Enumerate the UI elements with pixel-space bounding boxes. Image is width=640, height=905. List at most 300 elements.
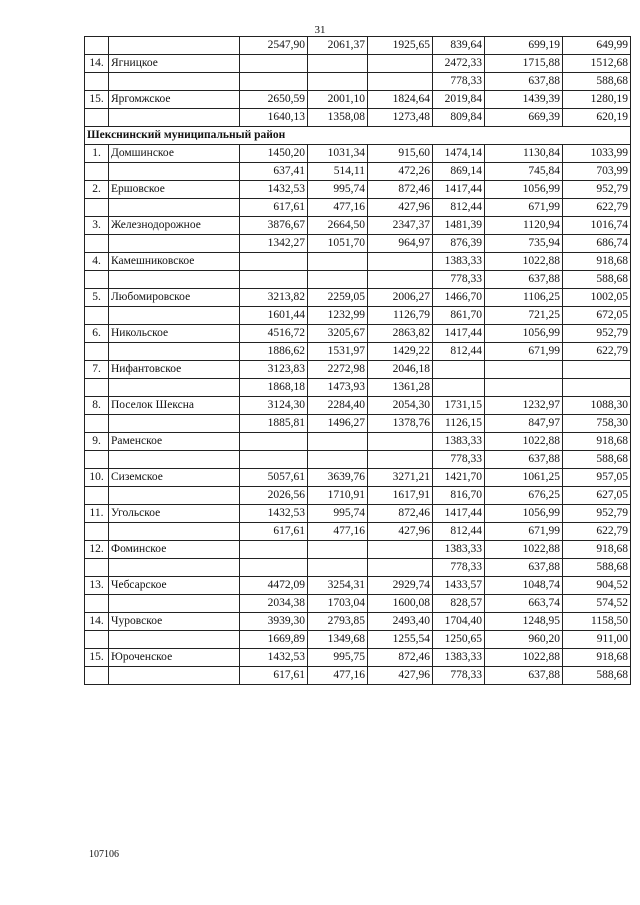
row-number [85,235,109,253]
row-number: 12. [85,541,109,559]
settlement-name [109,451,240,469]
settlement-name [109,559,240,577]
settlement-name [109,271,240,289]
value-cell: 703,99 [563,163,631,181]
value-cell: 1703,04 [308,595,368,613]
value-cell: 1417,44 [433,181,485,199]
value-cell: 904,52 [563,577,631,595]
value-cell: 2006,27 [368,289,433,307]
value-cell: 1361,28 [368,379,433,397]
value-cell: 2046,18 [368,361,433,379]
value-cell [240,433,308,451]
value-cell: 3876,67 [240,217,308,235]
value-cell: 622,79 [563,343,631,361]
value-cell: 918,68 [563,253,631,271]
value-cell: 2026,56 [240,487,308,505]
value-cell: 952,79 [563,325,631,343]
table-body [85,37,631,685]
value-cell: 872,46 [368,505,433,523]
value-cell: 1886,62 [240,343,308,361]
value-cell: 1466,70 [433,289,485,307]
value-cell: 839,64 [433,37,485,55]
row-number [85,73,109,91]
table-row [85,145,631,163]
value-cell: 2793,85 [308,613,368,631]
value-cell [308,73,368,91]
value-cell: 1450,20 [240,145,308,163]
settlement-name: Нифантовское [109,361,240,379]
value-cell: 918,68 [563,649,631,667]
table-row [85,415,631,433]
value-cell: 1061,25 [485,469,563,487]
value-cell: 2284,40 [308,397,368,415]
value-cell: 1056,99 [485,505,563,523]
value-cell: 957,05 [563,469,631,487]
value-cell: 588,68 [563,73,631,91]
row-number [85,667,109,685]
value-cell [368,451,433,469]
settlement-name [109,415,240,433]
value-cell: 2929,74 [368,577,433,595]
table-row [85,109,631,127]
settlement-name: Ершовское [109,181,240,199]
settlement-name: Железнодорожное [109,217,240,235]
value-cell: 1421,70 [433,469,485,487]
value-cell: 2259,05 [308,289,368,307]
value-cell [240,271,308,289]
value-cell: 622,79 [563,523,631,541]
settlement-name: Никольское [109,325,240,343]
value-cell: 427,96 [368,667,433,685]
value-cell [433,361,485,379]
value-cell [240,451,308,469]
value-cell: 671,99 [485,199,563,217]
value-cell [240,73,308,91]
table-row [85,73,631,91]
value-cell: 617,61 [240,667,308,685]
value-cell: 663,74 [485,595,563,613]
row-number [85,523,109,541]
value-cell: 427,96 [368,523,433,541]
settlement-name [109,667,240,685]
value-cell: 876,39 [433,235,485,253]
row-number: 6. [85,325,109,343]
value-cell: 995,74 [308,505,368,523]
value-cell: 3213,82 [240,289,308,307]
settlement-name [109,343,240,361]
value-cell: 2272,98 [308,361,368,379]
settlement-name [109,199,240,217]
value-cell: 1022,88 [485,433,563,451]
value-cell: 1232,97 [485,397,563,415]
section-title: Шекснинский муниципальный район [85,127,631,145]
settlement-name [109,109,240,127]
value-cell [563,379,631,397]
value-cell: 809,84 [433,109,485,127]
value-cell [368,73,433,91]
value-cell: 588,68 [563,667,631,685]
value-cell: 1255,54 [368,631,433,649]
value-cell: 778,33 [433,559,485,577]
value-cell [368,559,433,577]
value-cell: 1617,91 [368,487,433,505]
value-cell: 1601,44 [240,307,308,325]
value-cell: 1432,53 [240,181,308,199]
value-cell: 627,05 [563,487,631,505]
table-row [85,199,631,217]
value-cell: 872,46 [368,649,433,667]
row-number [85,163,109,181]
value-cell [563,361,631,379]
value-cell: 617,61 [240,523,308,541]
value-cell: 872,46 [368,181,433,199]
row-number [85,343,109,361]
row-number [85,37,109,55]
row-number: 14. [85,613,109,631]
value-cell: 1022,88 [485,541,563,559]
value-cell: 671,99 [485,523,563,541]
value-cell: 1640,13 [240,109,308,127]
value-cell: 1022,88 [485,649,563,667]
settlement-name [109,487,240,505]
value-cell [368,253,433,271]
value-cell: 2863,82 [368,325,433,343]
value-cell: 816,70 [433,487,485,505]
value-cell: 5057,61 [240,469,308,487]
settlement-name [109,631,240,649]
value-cell: 637,88 [485,559,563,577]
settlement-name [109,379,240,397]
value-cell: 2061,37 [308,37,368,55]
settlement-name [109,37,240,55]
value-cell: 812,44 [433,199,485,217]
settlement-name: Яргомжское [109,91,240,109]
value-cell: 995,75 [308,649,368,667]
value-cell: 1088,30 [563,397,631,415]
value-cell: 1358,08 [308,109,368,127]
value-cell: 1158,50 [563,613,631,631]
value-cell: 588,68 [563,559,631,577]
value-cell: 1715,88 [485,55,563,73]
settlement-name [109,523,240,541]
value-cell [485,361,563,379]
settlement-name: Юроченское [109,649,240,667]
row-number: 3. [85,217,109,235]
value-cell: 2054,30 [368,397,433,415]
table-row [85,523,631,541]
row-number [85,271,109,289]
value-cell: 1710,91 [308,487,368,505]
row-number: 15. [85,91,109,109]
value-cell [308,55,368,73]
value-cell: 472,26 [368,163,433,181]
value-cell: 1383,33 [433,433,485,451]
row-number [85,415,109,433]
table-row [85,397,631,415]
page-number: 31 [314,24,326,36]
value-cell [433,379,485,397]
value-cell: 1383,33 [433,541,485,559]
value-cell: 622,79 [563,199,631,217]
row-number [85,307,109,325]
value-cell: 637,88 [485,271,563,289]
value-cell [308,253,368,271]
tariff-table [84,36,631,685]
settlement-name: Раменское [109,433,240,451]
value-cell: 637,41 [240,163,308,181]
value-cell: 1731,15 [433,397,485,415]
value-cell [240,253,308,271]
value-cell: 1474,14 [433,145,485,163]
table-row [85,253,631,271]
value-cell [308,433,368,451]
row-number [85,487,109,505]
value-cell: 427,96 [368,199,433,217]
table-row [85,541,631,559]
value-cell: 3254,31 [308,577,368,595]
value-cell: 2019,84 [433,91,485,109]
value-cell: 671,99 [485,343,563,361]
value-cell: 1056,99 [485,325,563,343]
value-cell: 1473,93 [308,379,368,397]
table-row [85,307,631,325]
settlement-name: Угольское [109,505,240,523]
row-number: 14. [85,55,109,73]
value-cell: 2472,33 [433,55,485,73]
table-row [85,433,631,451]
value-cell: 676,25 [485,487,563,505]
value-cell: 778,33 [433,271,485,289]
value-cell: 1669,89 [240,631,308,649]
table-row [85,487,631,505]
value-cell: 1824,64 [368,91,433,109]
value-cell: 778,33 [433,451,485,469]
row-number [85,379,109,397]
value-cell: 1033,99 [563,145,631,163]
settlement-name [109,595,240,613]
value-cell: 1383,33 [433,253,485,271]
row-number: 9. [85,433,109,451]
value-cell: 1342,27 [240,235,308,253]
row-number [85,631,109,649]
value-cell: 1232,99 [308,307,368,325]
table-row [85,361,631,379]
value-cell: 2664,50 [308,217,368,235]
value-cell: 1016,74 [563,217,631,235]
value-cell: 1349,68 [308,631,368,649]
value-cell: 960,20 [485,631,563,649]
table-row [85,343,631,361]
value-cell: 964,97 [368,235,433,253]
value-cell: 1130,84 [485,145,563,163]
row-number: 4. [85,253,109,271]
value-cell: 672,05 [563,307,631,325]
value-cell: 477,16 [308,523,368,541]
table-row [85,469,631,487]
value-cell: 758,30 [563,415,631,433]
value-cell: 2650,59 [240,91,308,109]
value-cell: 861,70 [433,307,485,325]
value-cell: 869,14 [433,163,485,181]
value-cell: 1126,15 [433,415,485,433]
settlement-name: Камешниковское [109,253,240,271]
value-cell: 2493,40 [368,613,433,631]
value-cell: 1885,81 [240,415,308,433]
value-cell: 1704,40 [433,613,485,631]
value-cell [240,541,308,559]
table-row [85,289,631,307]
value-cell: 735,94 [485,235,563,253]
value-cell [485,379,563,397]
value-cell: 1383,33 [433,649,485,667]
value-cell: 2547,90 [240,37,308,55]
value-cell: 812,44 [433,523,485,541]
table-row [85,451,631,469]
value-cell: 1378,76 [368,415,433,433]
table-row [85,271,631,289]
value-cell: 1512,68 [563,55,631,73]
value-cell: 745,84 [485,163,563,181]
value-cell: 514,11 [308,163,368,181]
settlement-name: Поселок Шексна [109,397,240,415]
table-row [85,55,631,73]
value-cell [308,271,368,289]
value-cell: 952,79 [563,181,631,199]
value-cell: 669,39 [485,109,563,127]
row-number [85,451,109,469]
value-cell: 1248,95 [485,613,563,631]
value-cell [308,559,368,577]
value-cell: 915,60 [368,145,433,163]
row-number: 1. [85,145,109,163]
row-number: 7. [85,361,109,379]
value-cell: 1048,74 [485,577,563,595]
value-cell: 1925,65 [368,37,433,55]
table-row [85,91,631,109]
row-number: 2. [85,181,109,199]
table-row [85,577,631,595]
value-cell: 4516,72 [240,325,308,343]
table-row [85,163,631,181]
value-cell: 778,33 [433,73,485,91]
value-cell: 1120,94 [485,217,563,235]
table-row [85,559,631,577]
table-row [85,181,631,199]
section-row [85,127,631,145]
value-cell: 1002,05 [563,289,631,307]
value-cell: 3205,67 [308,325,368,343]
value-cell: 637,88 [485,451,563,469]
table-row [85,649,631,667]
value-cell: 4472,09 [240,577,308,595]
value-cell [308,451,368,469]
footer-code: 107106 [89,849,119,860]
table-row [85,631,631,649]
value-cell [368,541,433,559]
value-cell: 3123,83 [240,361,308,379]
value-cell: 1056,99 [485,181,563,199]
value-cell: 477,16 [308,667,368,685]
value-cell: 952,79 [563,505,631,523]
table-row [85,325,631,343]
settlement-name: Ягницкое [109,55,240,73]
settlement-name [109,307,240,325]
value-cell [368,433,433,451]
settlement-name [109,73,240,91]
value-cell: 637,88 [485,667,563,685]
value-cell: 2034,38 [240,595,308,613]
value-cell [308,541,368,559]
table-row [85,217,631,235]
table-row [85,667,631,685]
value-cell: 995,74 [308,181,368,199]
value-cell: 3639,76 [308,469,368,487]
row-number [85,199,109,217]
value-cell: 1051,70 [308,235,368,253]
value-cell: 588,68 [563,451,631,469]
value-cell: 1273,48 [368,109,433,127]
value-cell: 3271,21 [368,469,433,487]
settlement-name [109,235,240,253]
value-cell: 778,33 [433,667,485,685]
value-cell: 1106,25 [485,289,563,307]
value-cell: 2347,37 [368,217,433,235]
table-row [85,505,631,523]
row-number: 5. [85,289,109,307]
value-cell: 1496,27 [308,415,368,433]
value-cell: 699,19 [485,37,563,55]
value-cell: 1417,44 [433,505,485,523]
row-number: 15. [85,649,109,667]
row-number: 8. [85,397,109,415]
value-cell [368,55,433,73]
table-row [85,37,631,55]
value-cell: 812,44 [433,343,485,361]
value-cell: 847,97 [485,415,563,433]
row-number: 10. [85,469,109,487]
value-cell: 1126,79 [368,307,433,325]
row-number [85,595,109,613]
settlement-name: Чебсарское [109,577,240,595]
row-number: 13. [85,577,109,595]
value-cell: 828,57 [433,595,485,613]
settlement-name: Чуровское [109,613,240,631]
value-cell: 1531,97 [308,343,368,361]
settlement-name: Любомировское [109,289,240,307]
value-cell: 686,74 [563,235,631,253]
value-cell: 1022,88 [485,253,563,271]
value-cell: 637,88 [485,73,563,91]
value-cell: 649,99 [563,37,631,55]
value-cell: 1031,34 [308,145,368,163]
row-number [85,109,109,127]
value-cell: 1429,22 [368,343,433,361]
value-cell: 1433,57 [433,577,485,595]
table-row [85,235,631,253]
value-cell: 1600,08 [368,595,433,613]
settlement-name: Сиземское [109,469,240,487]
row-number: 11. [85,505,109,523]
value-cell: 1417,44 [433,325,485,343]
value-cell: 1280,19 [563,91,631,109]
value-cell: 1439,39 [485,91,563,109]
value-cell: 1432,53 [240,649,308,667]
table-row [85,379,631,397]
row-number [85,559,109,577]
value-cell [368,271,433,289]
value-cell: 3939,30 [240,613,308,631]
table-row [85,613,631,631]
